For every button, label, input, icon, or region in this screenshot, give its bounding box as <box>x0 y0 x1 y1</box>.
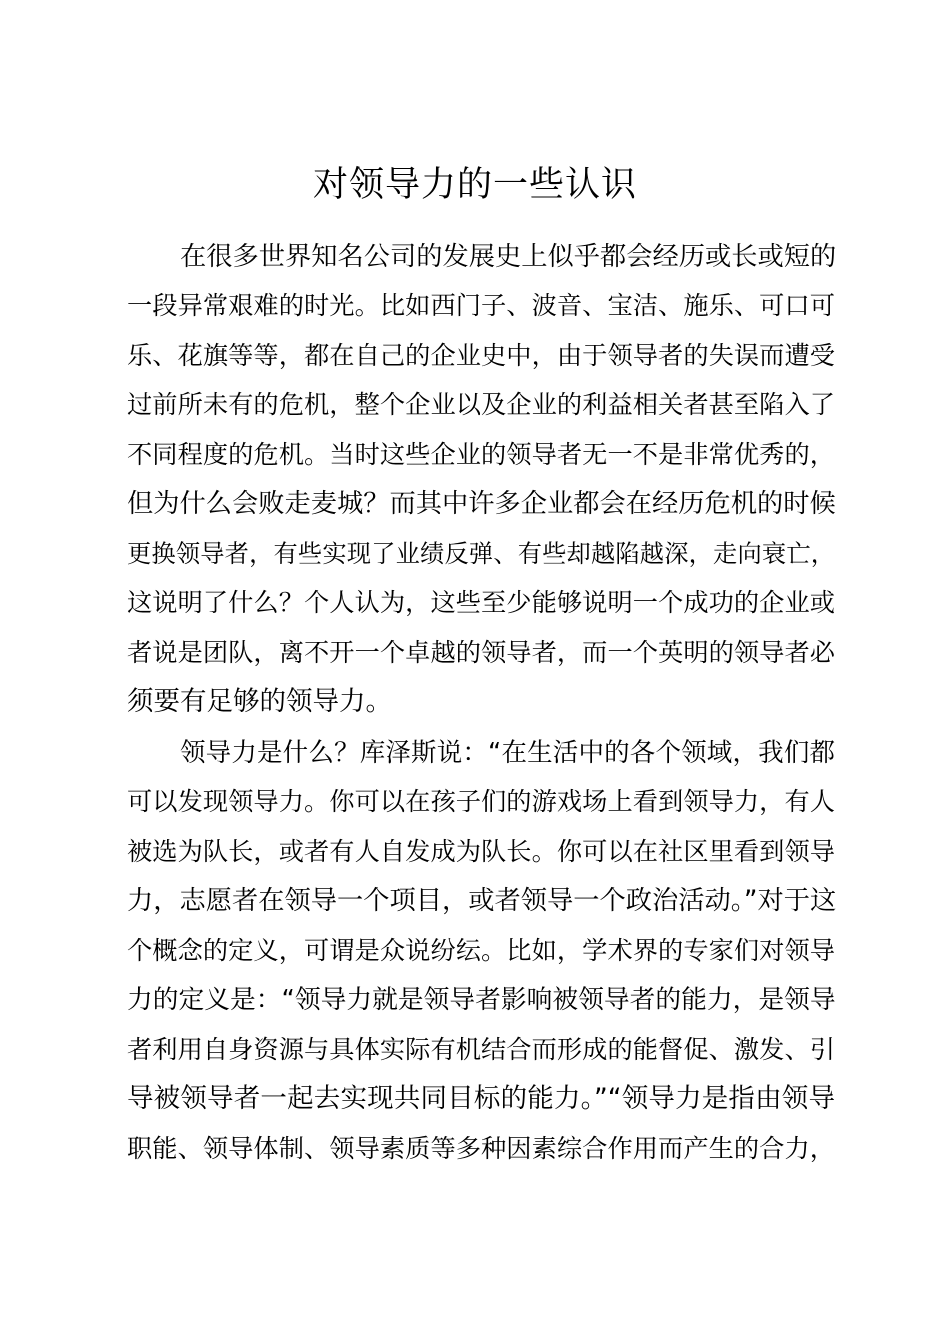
paragraph-1-line-6: 但为什么会败走麦城？而其中许多企业都会在经历危机的时候 <box>127 489 836 519</box>
paragraph-1-line-9: 者说是团队，离不开一个卓越的领导者，而一个英明的领导者必 <box>127 638 835 667</box>
paragraph-1-line-1: 在很多世界知名公司的发展史上似乎都会经历或长或短的 <box>180 242 837 272</box>
paragraph-1-line-10: 须要有足够的领导力。 <box>127 686 392 717</box>
paragraph-1-line-7: 更换领导者，有些实现了业绩反弹、有些却越陷越深，走向衰亡， <box>127 539 835 568</box>
paragraph-2-line-7: 者利用自身资源与具体实际有机结合而形成的能督促、激发、引 <box>127 1035 835 1064</box>
paragraph-2-line-2: 可以发现领导力。你可以在孩子们的游戏场上看到领导力，有人 <box>127 787 835 816</box>
paragraph-2-line-4: 力，志愿者在领导一个项目，或者领导一个政治活动。”对于这 <box>127 886 837 916</box>
paragraph-1-line-2: 一段异常艰难的时光。比如西门子、波音、宝洁、施乐、可口可 <box>127 291 835 320</box>
paragraph-2-line-5: 个概念的定义，可谓是众说纷纭。比如，学术界的专家们对领导 <box>127 936 835 965</box>
paragraph-2-line-1: 领导力是什么？库泽斯说：“在生活中的各个领域，我们都 <box>180 738 835 768</box>
paragraph-2-line-8: 导被领导者一起去实现共同目标的能力。”“领导力是指由领导 <box>127 1083 835 1114</box>
paragraph-2-line-3: 被选为队长，或者有人自发成为队长。你可以在社区里看到领导 <box>127 837 835 866</box>
paragraph-2-line-6: 力的定义是：“领导力就是领导者影响被领导者的能力，是领导 <box>127 985 836 1015</box>
paragraph-1-line-3: 乐、花旗等等，都在自己的企业史中，由于领导者的失误而遭受 <box>127 341 835 370</box>
paragraph-1-line-4: 过前所未有的危机，整个企业以及企业的利益相关者甚至陷入了 <box>127 390 835 419</box>
paragraph-1-line-5: 不同程度的危机。当时这些企业的领导者无一不是非常优秀的， <box>127 440 835 469</box>
document-title: 对领导力的一些认识 <box>312 165 637 205</box>
paragraph-2-line-9: 职能、领导体制、领导素质等多种因素综合作用而产生的合力， <box>127 1134 835 1163</box>
paragraph-1-line-8: 这说明了什么？个人认为，这些至少能够说明一个成功的企业或 <box>127 588 835 617</box>
